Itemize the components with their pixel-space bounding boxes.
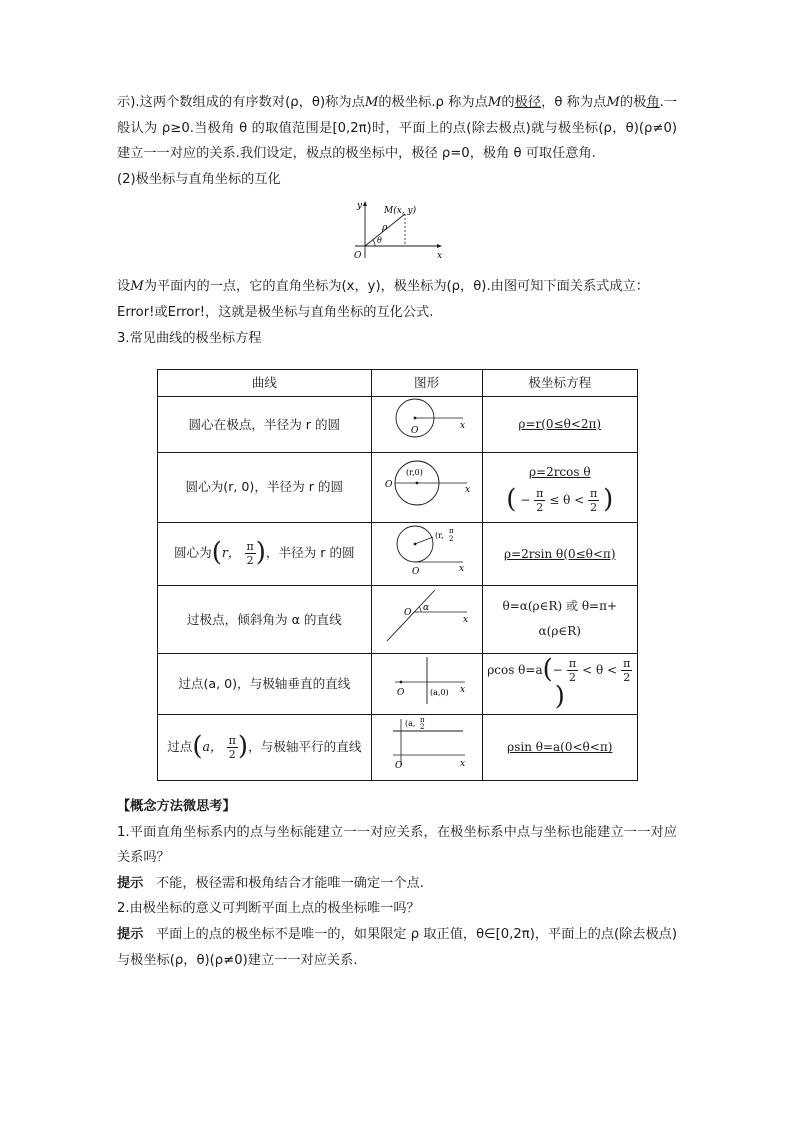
svg-text:O: O [384,479,392,490]
circle-center-r-pi2-figure [377,523,477,577]
svg-text:O: O [410,426,418,436]
section-2-title: (2)极坐标与直角坐标的互化 [117,171,281,187]
axis-x-label: x [437,251,443,262]
axis-y-label: y [357,201,363,212]
svg-text:2: 2 [419,723,425,732]
svg-text:(a,0): (a,0) [429,687,449,697]
question-1: 1.平面直角坐标系内的点与坐标能建立一一对应关系，在极坐标系中点与坐标也能建立一一对应关系吗？ [117,824,677,866]
svg-text:x: x [459,684,465,695]
svg-text:x: x [458,563,464,574]
point-m-label: M(x, y) [384,206,417,217]
svg-text:x: x [464,484,470,495]
table-row: 过点(a， $\frac{\pi}{2}$ )，与极轴平行的直线 (a, π 2 O x ρsin θ=a(0<θ<π) [158,715,638,781]
svg-text:x: x [459,759,465,770]
svg-text:2: 2 [448,534,454,543]
origin-label: O [354,251,362,262]
concept-think-section [117,794,677,973]
header-figure: 图形 [371,370,482,397]
header-equation: 极坐标方程 [482,370,637,397]
table-row: 圆心为(r， $\frac{\pi}{2}$ )，半径为 r 的圆 (r, π 2 O x ρ=2rsin θ(0≤θ<π) [158,522,638,586]
circle-center-r0-figure [377,457,477,509]
table-row: 过极点，倾斜角为 α 的直线 O α x θ=α(ρ∈R) 或 θ=π+ α(ρ∈R) [158,586,638,654]
polar-rect-diagram [347,198,447,270]
svg-text:α: α [422,603,429,614]
conversion-paragraph: 设M为平面内的一点，它的直角坐标为(x，y)，极坐标为(ρ，θ).由图可知下面关系式成立： Error!或Error!，这就是极坐标与直角坐标的互化公式. [117,279,649,320]
header-curve: 曲线 [158,370,372,397]
svg-text:(a,: (a, [404,719,415,729]
line-through-pole-figure [377,586,477,644]
rho-label: ρ [382,223,388,234]
polar-equations-table [157,369,638,781]
term-polar-radius: 极径 [514,95,542,110]
circle-at-pole-figure [377,397,477,443]
answer-2: 提示 平面上的点的极坐标不是唯一的，如果限定 ρ 取正值，θ∈[0,2π)，平面上的点(除去极点)与极坐标(ρ，θ)(ρ≠0)建立一一对应关系. [117,926,678,968]
term-polar-angle: 角 [646,95,660,110]
think-title: 【概念方法微思考】 [117,799,236,814]
svg-text:O: O [403,608,411,619]
question-2: 2.由极坐标的意义可判断平面上点的极坐标唯一吗？ [117,901,420,917]
svg-text:O: O [394,761,402,772]
section-3-title: 3.常见曲线的极坐标方程 [117,330,262,346]
theta-label: θ [377,236,382,246]
svg-text:x: x [459,421,465,431]
svg-text:π: π [419,716,425,725]
horizontal-line-figure [377,715,477,771]
intro-paragraph: 示).这两个数组成的有序数对(ρ，θ)称为点M的极坐标.ρ 称为点M的极径，θ 称为点M的极角.一般认为 ρ≥0.当极角 θ 的取值范围是[0,2π)时，平面上的点(除去极点)就与极坐标(ρ，θ)(ρ≠0)建立一一对应的关系.我们设定，极点的极坐标中，极径 ρ=0，极角 θ 可取任意角. [117,95,678,162]
vertical-line-figure [377,654,477,706]
svg-text:(r,0): (r,0) [405,467,423,477]
svg-text:O: O [411,566,419,577]
answer-1: 提示 不能，极径需和极角结合才能唯一确定一个点. [117,875,424,891]
table-row: 圆心为(r, 0)，半径为 r 的圆 (r,0) O x ρ=2rcos θ ( − $\frac{\pi}{2}$ ≤ θ < $\frac{\pi}{2}$ ) [158,452,638,522]
svg-text:x: x [462,615,468,626]
svg-text:π: π [448,526,454,535]
svg-text:(r,: (r, [434,530,444,540]
table-row: 圆心在极点，半径为 r 的圆 O x ρ=r(0≤θ<2π) [158,397,638,453]
table-header-row [158,370,638,397]
svg-text:O: O [396,687,404,698]
table-row: 过点(a, 0)，与极轴垂直的直线 O (a,0) x ρcos θ=a(− $\frac{\pi}{2}$ < θ < $\frac{\pi}{2}$ ) [158,653,638,715]
document-page [117,90,678,968]
